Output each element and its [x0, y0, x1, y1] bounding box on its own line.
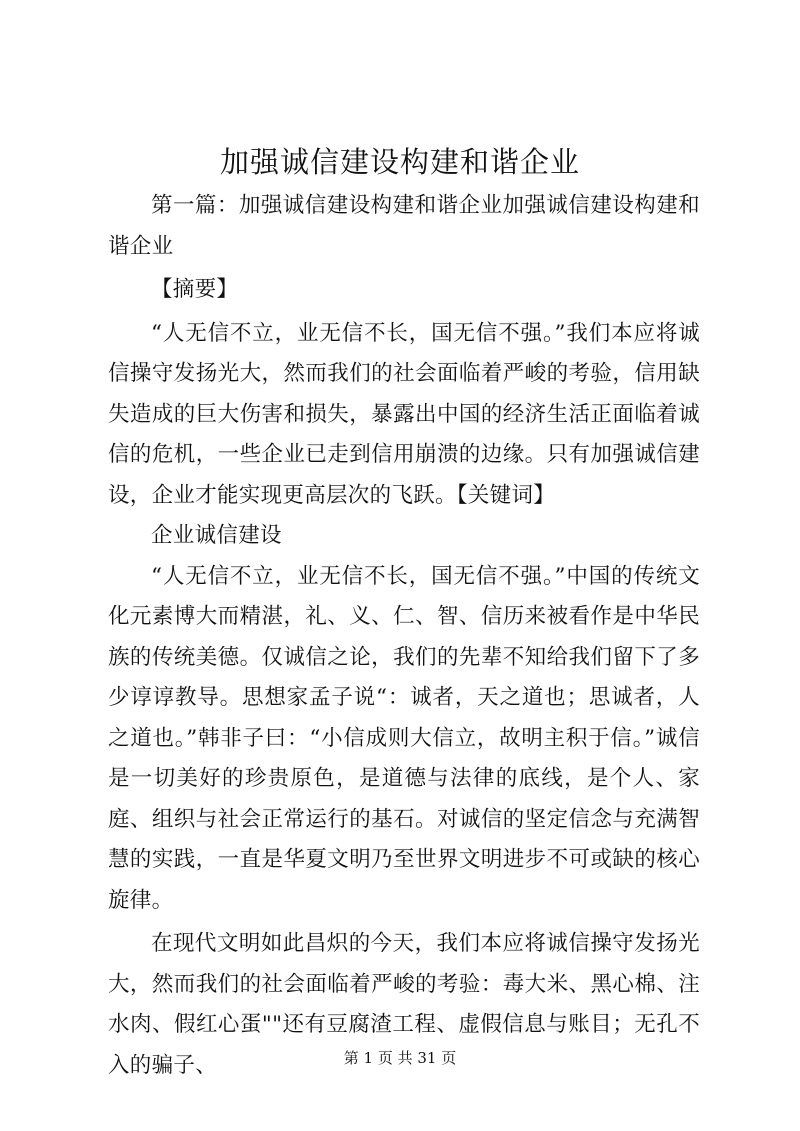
document-body: [108, 186, 700, 1086]
paragraph-abstract: “人无信不立，业无信不长，国无信不强。”我们本应将诚信操守发扬光大，然而我们的社会面临着严峻的考验，信用缺失造成的巨大伤害和损失，暴露出中国的经济生活正面临着诚信的危机，一些企业已走到信用崩溃的边缘。只有加强诚信建设，企业才能实现更高层次的飞跃。【关键词】: [108, 320, 700, 508]
paragraph-heading-line: 第一篇：加强诚信建设构建和谐企业加强诚信建设构建和谐企业: [108, 193, 700, 259]
paragraph-body-1: “人无信不立，业无信不长，国无信不强。”中国的传统文化元素博大而精湛，礼、义、仁、智、信历来被看作是中华民族的传统美德。仅诚信之论，我们的先辈不知给我们留下了多少谆谆教导。思想家孟子说“：诚者，天之道也；思诚者，人之道也。”韩非子曰：“小信成则大信立，故明主积于信。”诚信是一切美好的珍贵原色，是道德与法律的底线，是个人、家庭、组织与社会正常运行的基石。对诚信的坚定信念与充满智慧的实践，一直是华夏文明乃至世界文明进步不可或缺的核心旋律。: [108, 563, 700, 913]
page-footer: 第 1 页 共 31 页: [343, 1049, 457, 1067]
paragraph-keywords: 企业诚信建设: [151, 523, 282, 548]
paragraph-abstract-label: 【摘要】: [151, 277, 239, 302]
paragraph-body-2: 在现代文明如此昌炽的今天，我们本应将诚信操守发扬光大，然而我们的社会面临着严峻的考验：毒大米、黑心棉、注水肉、假红心蛋""还有豆腐渣工程、虚假信息与账目；无孔不入的骗子、: [108, 931, 700, 1078]
document-title: 加强诚信建设构建和谐企业: [219, 145, 580, 179]
